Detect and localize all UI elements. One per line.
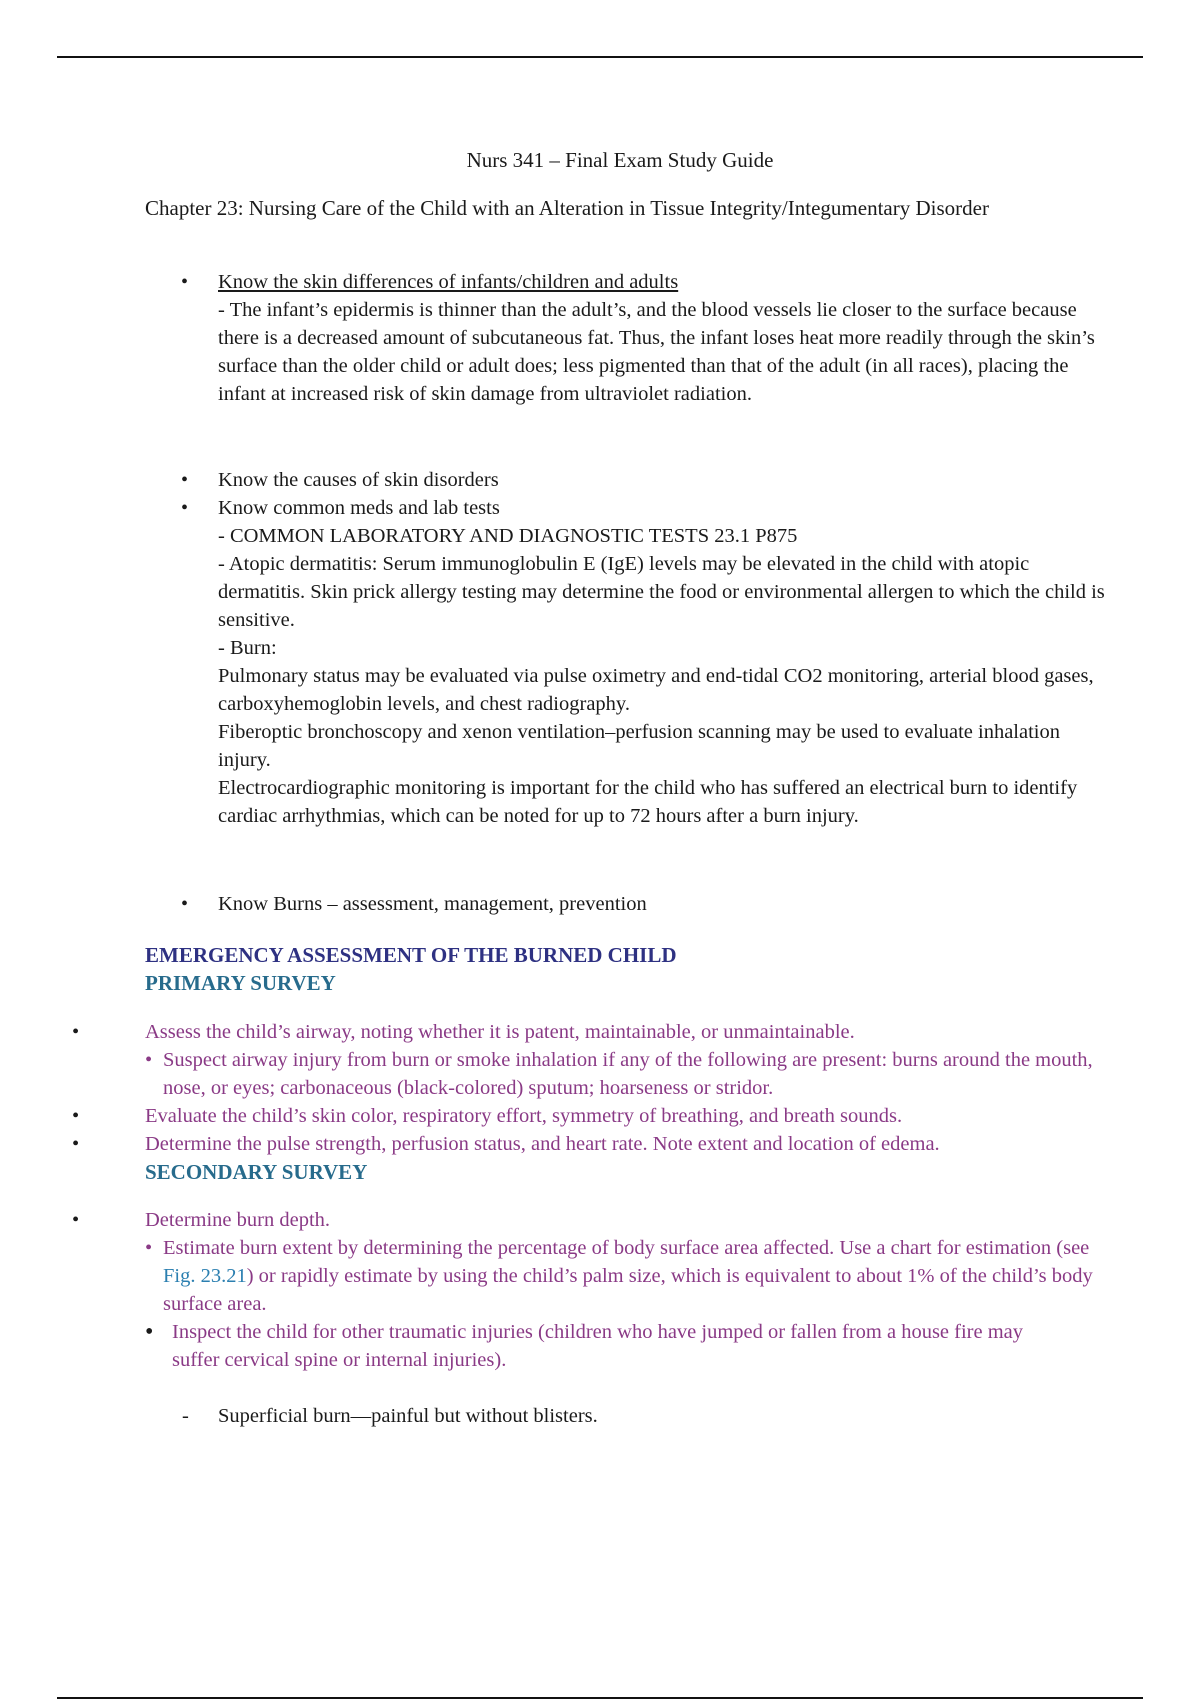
primary-item: Determine the pulse strength, perfusion status, and heart rate. Note extent and location of edema. <box>145 1133 940 1155</box>
item-heading: Know the skin differences of infants/children and adults <box>218 271 679 293</box>
bullet-icon: • <box>181 271 189 293</box>
dash-item-text: Superficial burn—painful but without blisters. <box>218 1405 598 1427</box>
bullet-icon: • <box>145 1319 154 1345</box>
bullet-icon: • <box>145 1237 153 1259</box>
list-item-skin-differences <box>145 268 1105 408</box>
bullet-icon: • <box>145 1049 153 1071</box>
secondary-subitem: Inspect the child for other traumatic injuries (children who have jumped or fallen from a house fire may suffer cervical spine or internal injuries). <box>172 1321 1024 1371</box>
secondary-item: Determine burn depth. <box>145 1209 331 1231</box>
item-line: Pulmonary status may be evaluated via pulse oximetry and end-tidal CO2 monitoring, arterial blood gases, carboxyhemoglobin levels, and chest radiography. <box>218 665 1094 715</box>
item-line: - COMMON LABORATORY AND DIAGNOSTIC TESTS 23.1 P875 <box>218 525 798 547</box>
header-rule <box>57 56 1143 58</box>
item-body: - The infant’s epidermis is thinner than the adult’s, and the blood vessels lie closer to the surface because there is a decreased amount of subcutaneous fat. Thus, the infant loses heat more readily through the skin’s surface than the older child or adult does; less pigmented than that of the adult (in all races), placing the infant at increased risk of skin damage from ultraviolet radiation. <box>218 299 1095 405</box>
bullet-icon: • <box>72 1105 80 1127</box>
bullet-icon: • <box>181 469 189 491</box>
item-heading: Know the causes of skin disorders <box>218 469 499 491</box>
footer-rule <box>57 1697 1143 1699</box>
emergency-heading: EMERGENCY ASSESSMENT OF THE BURNED CHILD <box>145 943 677 967</box>
list-item-burns <box>145 890 1105 918</box>
secondary-survey-list <box>0 1206 1200 1374</box>
item-heading: Know common meds and lab tests <box>218 497 500 519</box>
dash-icon: - <box>182 1405 189 1427</box>
bullet-icon: • <box>181 497 189 519</box>
primary-survey-list <box>0 1018 1200 1158</box>
page-title: Nurs 341 – Final Exam Study Guide <box>466 148 774 172</box>
primary-survey-heading: PRIMARY SURVEY <box>145 971 336 995</box>
primary-subitem: Suspect airway injury from burn or smoke inhalation if any of the following are present: burns around the mouth, nose, or eyes; carbonaceous (black-colored) sputum; hoarseness or stridor. <box>163 1049 1093 1099</box>
primary-item: Assess the child’s airway, noting whether it is patent, maintainable, or unmaintainable. <box>145 1021 855 1043</box>
item-line: - Atopic dermatitis: Serum immunoglobulin E (IgE) levels may be elevated in the child with atopic dermatitis. Skin prick allergy testing may determine the food or environmental allergen to which the child is sensitive. <box>218 553 1105 631</box>
bullet-icon: • <box>72 1133 80 1155</box>
item-heading: Know Burns – assessment, management, prevention <box>218 893 647 915</box>
figure-link[interactable]: Fig. 23.21 <box>163 1265 247 1287</box>
bullet-icon: • <box>72 1209 80 1231</box>
item-line: Electrocardiographic monitoring is important for the child who has suffered an electrical burn to identify cardiac arrhythmias, which can be noted for up to 72 hours after a burn injury. <box>218 777 1078 827</box>
list-item-causes <box>145 466 1105 830</box>
primary-item: Evaluate the child’s skin color, respiratory effort, symmetry of breathing, and breath sounds. <box>145 1105 903 1127</box>
chapter-heading: Chapter 23: Nursing Care of the Child with an Alteration in Tissue Integrity/Integumentary Disorder <box>145 196 989 220</box>
bullet-icon: • <box>181 893 189 915</box>
bullet-icon: • <box>72 1021 80 1043</box>
item-line: - Burn: <box>218 637 277 659</box>
item-line: Fiberoptic bronchoscopy and xenon ventilation–perfusion scanning may be used to evaluate inhalation injury. <box>218 721 1060 771</box>
secondary-subitem: Estimate burn extent by determining the percentage of body surface area affected. Use a chart for estimation (see Fig. 23.21) or rapidly estimate by using the child’s palm size, which is equivalent to about 1% of the child’s body surface area. <box>163 1237 1093 1315</box>
secondary-survey-heading: SECONDARY SURVEY <box>145 1160 368 1184</box>
